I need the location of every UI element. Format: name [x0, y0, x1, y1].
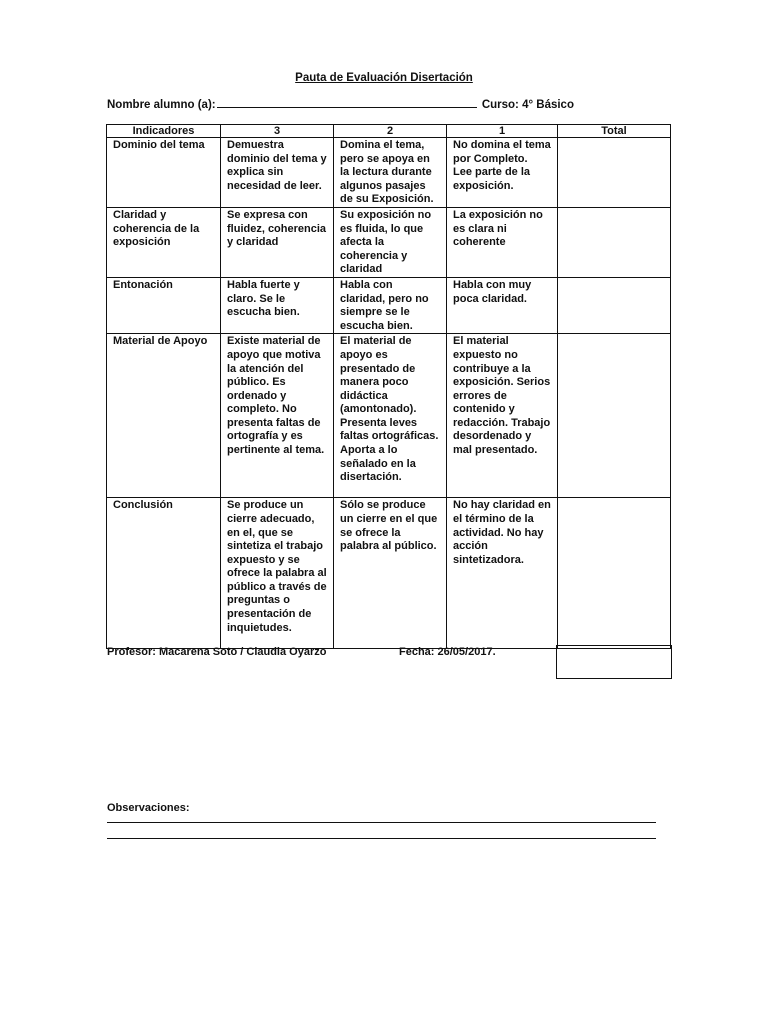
student-line	[107, 97, 574, 111]
table-row	[107, 334, 671, 498]
score-3-cell: Habla fuerte y claro. Se le escucha bien.	[221, 277, 334, 333]
student-name-label: Nombre alumno (a):	[107, 99, 216, 111]
student-name-blank	[217, 97, 477, 108]
total-cell[interactable]	[558, 207, 671, 277]
score-1-cell: Habla con muy poca claridad.	[447, 277, 558, 333]
total-cell[interactable]	[558, 138, 671, 208]
score-2-cell: Sólo se produce un cierre en el que se ofrece la palabra al público.	[334, 498, 447, 649]
column-header-1: 1	[447, 125, 558, 138]
score-1-cell	[447, 138, 558, 208]
score-1-cell: El material expuesto no contribuye a la exposición. Serios errores de contenido y redacción. Trabajo desordenado y mal presentado.	[447, 334, 558, 498]
table-row	[107, 207, 671, 277]
table-row	[107, 138, 671, 208]
teacher-label: Profesor: Macarena Soto / Claudia Oyarzo	[107, 646, 327, 658]
score-3-cell: Se expresa con fluidez, coherencia y claridad	[221, 207, 334, 277]
column-header-total: Total	[558, 125, 671, 138]
indicator-cell: Conclusión	[107, 498, 221, 649]
column-header-3: 3	[221, 125, 334, 138]
table-row	[107, 498, 671, 649]
indicator-cell: Entonación	[107, 277, 221, 333]
score-2-cell: Su exposición no es fluida, lo que afecta la coherencia y claridad	[334, 207, 447, 277]
date-label: Fecha: 26/05/2017.	[399, 646, 496, 658]
score-1-cell: No hay claridad en el término de la actividad. No hay acción sintetizadora.	[447, 498, 558, 649]
indicator-cell: Dominio del tema	[107, 138, 221, 208]
footer-line	[107, 646, 496, 658]
score-3-cell: Demuestra dominio del tema y explica sin necesidad de leer.	[221, 138, 334, 208]
table-row	[107, 277, 671, 333]
total-cell[interactable]	[558, 498, 671, 649]
observations-line[interactable]	[107, 822, 656, 823]
score-1-cell: La exposición no es clara ni coherente	[447, 207, 558, 277]
table-header-row	[107, 125, 671, 138]
course-label: Curso: 4° Básico	[481, 99, 574, 111]
observations-line[interactable]	[107, 838, 656, 839]
document-title: Pauta de Evaluación Disertación	[295, 72, 473, 84]
observations-label: Observaciones:	[107, 802, 190, 814]
score-2-cell: Domina el tema, pero se apoya en la lectura durante algunos pasajes de su Exposición.	[334, 138, 447, 208]
score-3-cell: Se produce un cierre adecuado, en el, que se sintetiza el trabajo expuesto y se ofrece la palabra al público a través de preguntas o presentación de inquietudes.	[221, 498, 334, 649]
grand-total-box[interactable]	[556, 645, 672, 679]
column-header-indicadores: Indicadores	[107, 125, 221, 138]
indicator-cell: Material de Apoyo	[107, 334, 221, 498]
score-2-cell: El material de apoyo es presentado de manera poco didáctica (amontonado). Presenta leves faltas ortográficas. Aporta a lo señalado en la disertación.	[334, 334, 447, 498]
total-cell[interactable]	[558, 334, 671, 498]
column-header-2: 2	[334, 125, 447, 138]
rubric-table	[106, 124, 671, 649]
score-1-text: No domina el tema por Completo. Lee parte de la exposición.	[453, 139, 551, 192]
indicator-cell: Claridad y coherencia de la exposición	[107, 207, 221, 277]
score-3-cell: Existe material de apoyo que motiva la atención del público. Es ordenado y completo. No presenta faltas de ortografía y es pertinente al tema.	[221, 334, 334, 498]
score-2-cell: Habla con claridad, pero no siempre se le escucha bien.	[334, 277, 447, 333]
total-cell[interactable]	[558, 277, 671, 333]
